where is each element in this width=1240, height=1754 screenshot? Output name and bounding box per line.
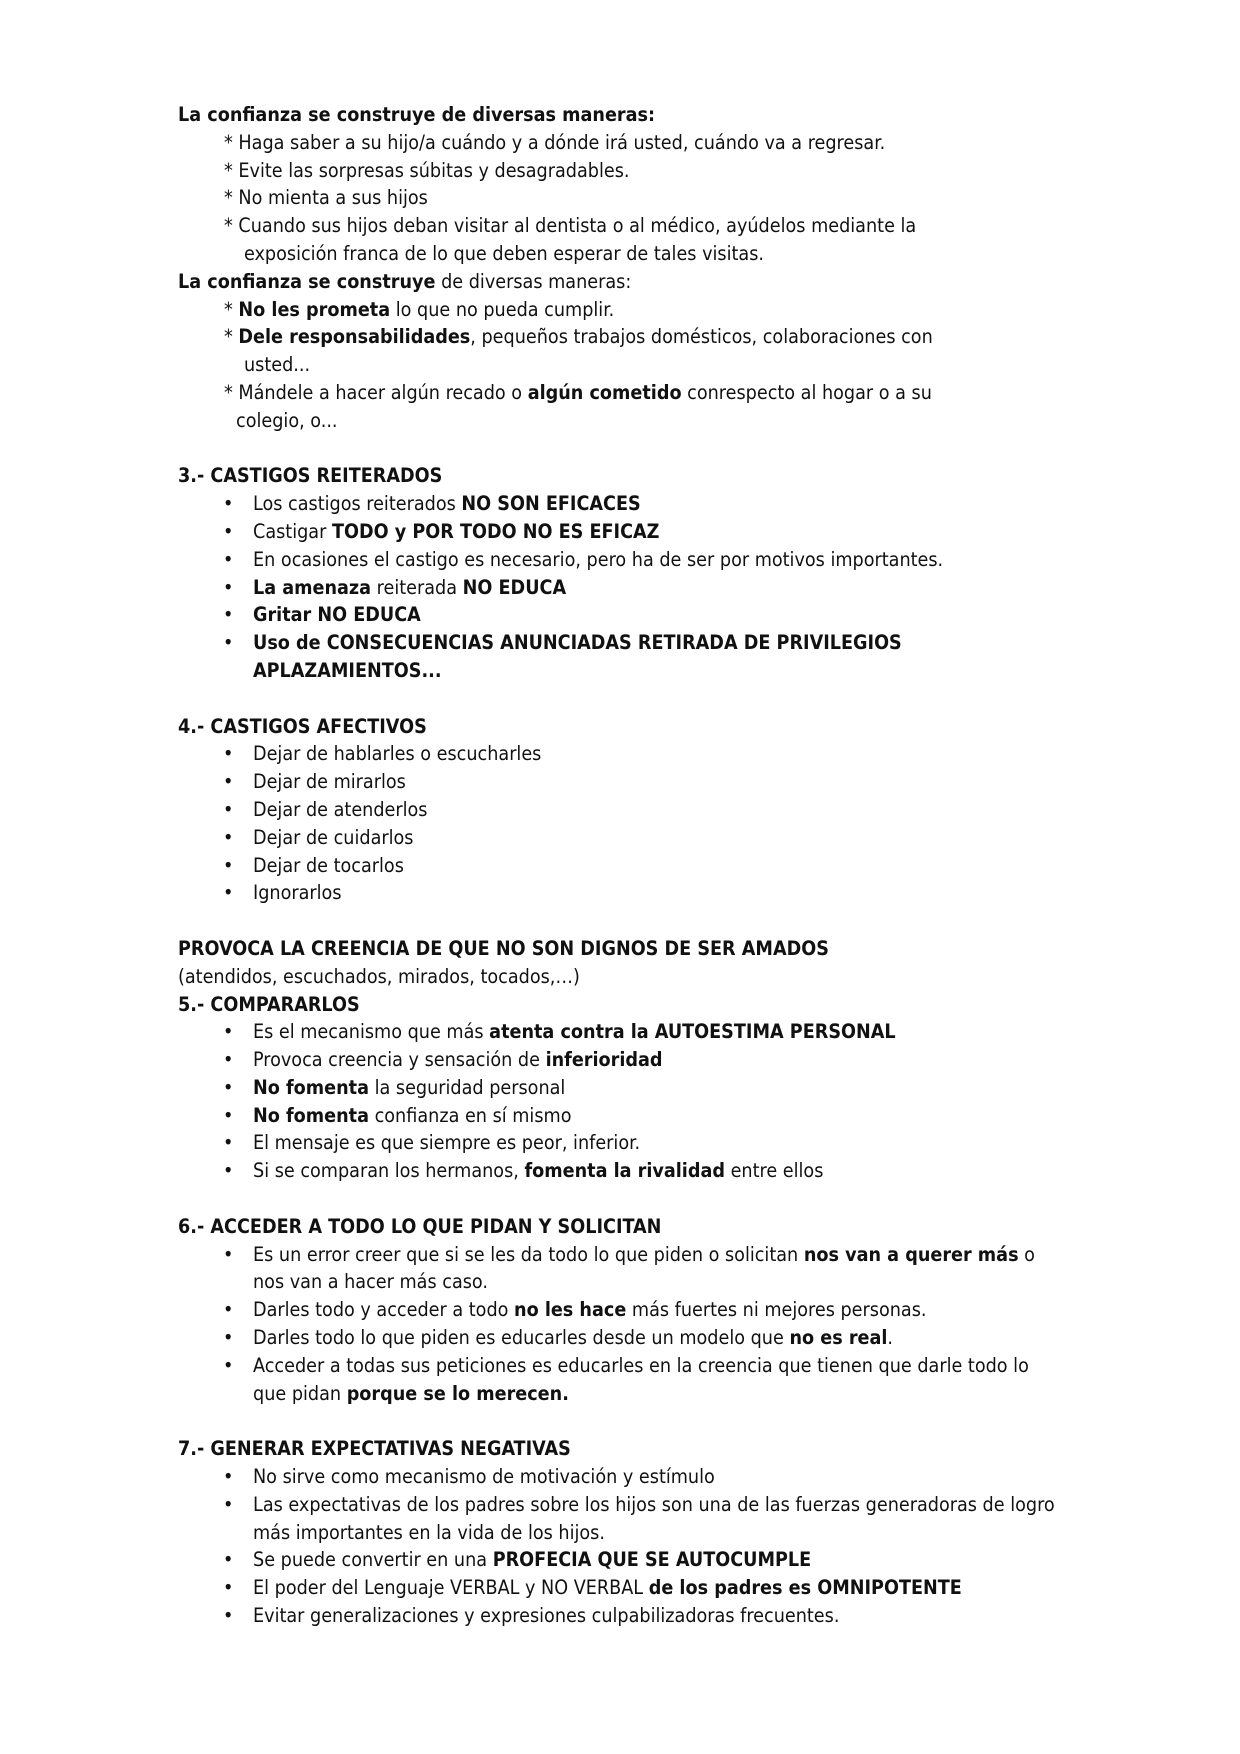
text: o nos van a hacer más caso. xyxy=(253,1242,1035,1294)
text: Evitar generalizaciones y expresiones culpabilizadoras frecuentes. xyxy=(253,1604,840,1628)
bullet-icon: • xyxy=(223,742,234,766)
bold-text: Uso de CONSECUENCIAS ANUNCIADAS RETIRADA DE PRIVILEGIOS APLAZAMIENTOS... xyxy=(253,631,902,682)
bold-text: Gritar NO EDUCA xyxy=(253,603,421,627)
spacer xyxy=(178,1407,1078,1435)
bold-text: No fomenta xyxy=(253,1103,369,1127)
list-item xyxy=(178,1046,1063,1074)
list-item xyxy=(178,1324,1063,1352)
trust-item xyxy=(178,184,1078,212)
spacer xyxy=(178,435,1078,463)
list-item xyxy=(178,1241,1063,1297)
text: Es el mecanismo que más xyxy=(253,1020,490,1044)
bullet-icon: • xyxy=(223,1298,234,1322)
section-7-list xyxy=(178,1463,1078,1630)
text: lo que no pueda cumplir. xyxy=(390,297,615,321)
section-6-list xyxy=(178,1241,1078,1408)
trust-item xyxy=(178,129,1078,157)
bullet-icon: • xyxy=(223,631,234,655)
section-3-heading: 3.- CASTIGOS REITERADOS xyxy=(178,464,443,488)
bullet-icon: • xyxy=(223,1353,234,1377)
text: Castigar xyxy=(253,519,332,543)
bullet-icon: • xyxy=(223,1576,234,1600)
trust-item xyxy=(178,212,1078,240)
text: . xyxy=(887,1326,894,1350)
list-item xyxy=(178,1463,1063,1491)
list-item xyxy=(178,1546,1063,1574)
bold-text: NO SON EFICACES xyxy=(461,492,641,516)
text: En ocasiones el castigo es necesario, pero ha de ser por motivos importantes. xyxy=(253,547,944,571)
text: El poder del Lenguaje VERBAL y NO VERBAL xyxy=(253,1576,649,1600)
bold-text: PROFECIA QUE SE AUTOCUMPLE xyxy=(492,1548,812,1572)
spacer xyxy=(178,1185,1078,1213)
section-4-list xyxy=(178,740,1078,907)
trust-heading-2 xyxy=(178,268,1078,296)
bold-text: fomenta la rivalidad xyxy=(524,1159,725,1183)
bullet-icon: • xyxy=(223,1242,234,1266)
list-item xyxy=(178,629,1063,685)
list-item xyxy=(178,518,1063,546)
trust-list-1 xyxy=(178,129,1078,240)
bullet-icon: • xyxy=(223,1103,234,1127)
text: reiterada xyxy=(371,575,463,599)
list-item xyxy=(178,1602,1063,1630)
bold-text: La amenaza xyxy=(253,575,372,599)
text: * Evite las sorpresas súbitas y desagradables. xyxy=(224,158,630,182)
trust-item xyxy=(178,379,1078,407)
text: * Cuando sus hijos deban visitar al dentista o al médico, ayúdelos mediante la xyxy=(224,214,917,238)
list-item xyxy=(178,490,1063,518)
bullet-icon: • xyxy=(223,1465,234,1489)
list-item xyxy=(178,601,1063,629)
trust-item xyxy=(178,323,1078,351)
list-item xyxy=(178,1491,1063,1547)
bold-text: No les prometa xyxy=(238,297,391,321)
text: confianza en sí mismo xyxy=(368,1103,572,1127)
list-item xyxy=(178,1352,1063,1408)
bold-text: de los padres es OMNIPOTENTE xyxy=(648,1576,962,1600)
trust-item-continuation: colegio, o... xyxy=(236,408,338,432)
text: Provoca creencia y sensación de xyxy=(253,1048,546,1072)
bold-text: algún cometido xyxy=(527,380,682,404)
bold-text: nos van a querer más xyxy=(803,1242,1019,1266)
bullet-icon: • xyxy=(223,1548,234,1572)
trust-item-continuation: usted... xyxy=(244,353,311,377)
provoca-subtext: (atendidos, escuchados, mirados, tocados,…) xyxy=(178,964,580,988)
bold-text: porque se lo merecen. xyxy=(346,1381,569,1405)
list-item xyxy=(178,768,1063,796)
bullet-icon: • xyxy=(223,1131,234,1155)
text: No sirve como mecanismo de motivación y estímulo xyxy=(253,1465,715,1489)
text: Ignorarlos xyxy=(253,881,342,905)
list-item xyxy=(178,796,1063,824)
text: conrespecto al hogar o a su xyxy=(681,380,932,404)
bullet-icon: • xyxy=(223,1604,234,1628)
list-item xyxy=(178,1574,1063,1602)
text: * Mándele a hacer algún recado o xyxy=(224,380,528,404)
section-7-heading: 7.- GENERAR EXPECTATIVAS NEGATIVAS xyxy=(178,1437,571,1461)
list-item xyxy=(178,740,1063,768)
text: , pequeños trabajos domésticos, colaboraciones con xyxy=(470,325,933,349)
text: Dejar de tocarlos xyxy=(253,853,404,877)
text: entre ellos xyxy=(724,1159,824,1183)
document-body xyxy=(178,101,1078,1630)
list-item xyxy=(178,1129,1063,1157)
text: * xyxy=(224,325,239,349)
text: Es un error creer que si se les da todo lo que piden o solicitan xyxy=(253,1242,804,1266)
list-item xyxy=(178,1018,1063,1046)
text: Dejar de hablarles o escucharles xyxy=(253,742,542,766)
list-item xyxy=(178,824,1063,852)
bold-text: TODO y POR TODO NO ES EFICAZ xyxy=(331,519,660,543)
list-item xyxy=(178,1102,1063,1130)
bullet-icon: • xyxy=(223,1075,234,1099)
bullet-icon: • xyxy=(223,1326,234,1350)
bullet-icon: • xyxy=(223,770,234,794)
bullet-icon: • xyxy=(223,1020,234,1044)
text: Las expectativas de los padres sobre los hijos son una de las fuerzas generadoras de logro más importantes en la vida de los hijos. xyxy=(253,1492,1055,1544)
bullet-icon: • xyxy=(223,797,234,821)
bullet-icon: • xyxy=(223,881,234,905)
text: * No mienta a sus hijos xyxy=(224,186,428,210)
bold-text: atenta contra la AUTOESTIMA PERSONAL xyxy=(489,1020,896,1044)
bullet-icon: • xyxy=(223,603,234,627)
text: Dejar de atenderlos xyxy=(253,797,428,821)
text: Darles todo y acceder a todo xyxy=(253,1298,515,1322)
text: Darles todo lo que piden es educarles desde un modelo que xyxy=(253,1326,790,1350)
section-4-heading: 4.- CASTIGOS AFECTIVOS xyxy=(178,714,427,738)
list-item xyxy=(178,1296,1063,1324)
bullet-icon: • xyxy=(223,1048,234,1072)
list-item xyxy=(178,1074,1063,1102)
spacer xyxy=(178,907,1078,935)
section-3-list xyxy=(178,490,1078,685)
bold-text: no es real xyxy=(789,1326,888,1350)
provoca-heading: PROVOCA LA CREENCIA DE QUE NO SON DIGNOS DE SER AMADOS xyxy=(178,936,829,960)
text: * xyxy=(224,297,239,321)
trust-item xyxy=(178,157,1078,185)
list-item xyxy=(178,574,1063,602)
section-5-heading: 5.- COMPARARLOS xyxy=(178,992,360,1016)
text: Los castigos reiterados xyxy=(253,492,462,516)
text: la seguridad personal xyxy=(368,1075,566,1099)
section-5-list xyxy=(178,1018,1078,1185)
bullet-icon: • xyxy=(223,1159,234,1183)
bullet-icon: • xyxy=(223,1492,234,1516)
text: El mensaje es que siempre es peor, inferior. xyxy=(253,1131,641,1155)
bold-text: No fomenta xyxy=(253,1075,369,1099)
text: * Haga saber a su hijo/a cuándo y a dónde irá usted, cuándo va a regresar. xyxy=(224,130,886,154)
list-item xyxy=(178,879,1063,907)
text: Acceder a todas sus peticiones es educarles en la creencia que tienen que darle todo lo que pidan xyxy=(253,1353,1029,1405)
bullet-icon: • xyxy=(223,575,234,599)
trust-heading-2-rest: de diversas maneras: xyxy=(435,269,632,293)
trust-item-continuation: exposición franca de lo que deben esperar de tales visitas. xyxy=(244,241,764,265)
bold-text: no les hace xyxy=(514,1298,627,1322)
text: Dejar de cuidarlos xyxy=(253,825,414,849)
bullet-icon: • xyxy=(223,492,234,516)
text: Se puede convertir en una xyxy=(253,1548,493,1572)
trust-heading-2-bold: La confianza se construye xyxy=(178,269,436,293)
text: Dejar de mirarlos xyxy=(253,770,406,794)
bold-text: inferioridad xyxy=(545,1048,663,1072)
bullet-icon: • xyxy=(223,853,234,877)
text: más fuertes ni mejores personas. xyxy=(626,1298,927,1322)
trust-heading-1: La confianza se construye de diversas maneras: xyxy=(178,103,656,126)
section-6-heading: 6.- ACCEDER A TODO LO QUE PIDAN Y SOLICITAN xyxy=(178,1214,662,1238)
bullet-icon: • xyxy=(223,519,234,543)
trust-item xyxy=(178,296,1078,324)
bold-text: NO EDUCA xyxy=(462,575,567,599)
bullet-icon: • xyxy=(223,547,234,571)
spacer xyxy=(178,685,1078,713)
list-item xyxy=(178,546,1063,574)
text: Si se comparan los hermanos, xyxy=(253,1159,525,1183)
bullet-icon: • xyxy=(223,825,234,849)
list-item xyxy=(178,1157,1063,1185)
list-item xyxy=(178,852,1063,880)
bold-text: Dele responsabilidades xyxy=(238,325,471,349)
